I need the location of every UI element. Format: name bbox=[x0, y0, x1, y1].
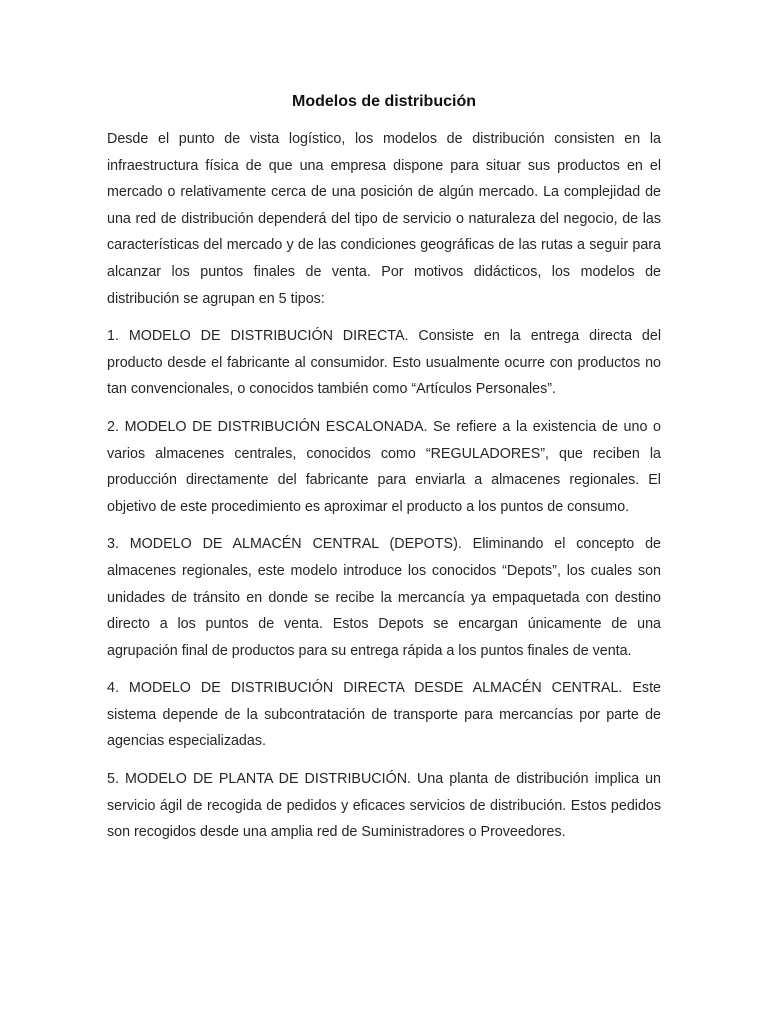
model-1-paragraph: 1. MODELO DE DISTRIBUCIÓN DIRECTA. Consiste en la entrega directa del producto desde el fabricante al consumidor. Esto usualmente ocurre con productos no tan convencionales, o conocidos también como “Artículos Personales”. bbox=[107, 328, 661, 398]
model-2-paragraph: 2. MODELO DE DISTRIBUCIÓN ESCALONADA. Se refiere a la existencia de uno o varios almacenes centrales, conocidos como “REGULADORES”, que reciben la producción directamente del fabricante para enviarla a almacenes regionales. El objetivo de este procedimiento es aproximar el producto a los puntos de consumo. bbox=[107, 418, 661, 515]
document-page bbox=[107, 91, 661, 857]
document-title: Modelos de distribución bbox=[291, 93, 476, 110]
model-4-paragraph: 4. MODELO DE DISTRIBUCIÓN DIRECTA DESDE ALMACÉN CENTRAL. Este sistema depende de la subcontratación de transporte para mercancías por parte de agencias especializadas. bbox=[107, 680, 661, 750]
model-5-paragraph: 5. MODELO DE PLANTA DE DISTRIBUCIÓN. Una planta de distribución implica un servicio ágil de recogida de pedidos y eficaces servicios de distribución. Estos pedidos son recogidos desde una amplia red de Suministradores o Proveedores. bbox=[107, 771, 661, 841]
intro-paragraph: Desde el punto de vista logístico, los modelos de distribución consisten en la infraestructura física de que una empresa dispone para situar sus productos en el mercado o relativamente cerca de una posición de algún mercado. La complejidad de una red de distribución dependerá del tipo de servicio o naturaleza del negocio, de las características del mercado y de las condiciones geográficas de las rutas a seguir para alcanzar los puntos finales de venta. Por motivos didácticos, los modelos de distribución se agrupan en 5 tipos: bbox=[107, 131, 661, 307]
model-3-paragraph: 3. MODELO DE ALMACÉN CENTRAL (DEPOTS). Eliminando el concepto de almacenes regionales, este modelo introduce los conocidos “Depots”, los cuales son unidades de tránsito en donde se recibe la mercancía ya empaquetada con destino directo a los puntos de venta. Estos Depots se encargan únicamente de una agrupación final de productos para su entrega rápida a los puntos finales de venta. bbox=[107, 536, 661, 659]
